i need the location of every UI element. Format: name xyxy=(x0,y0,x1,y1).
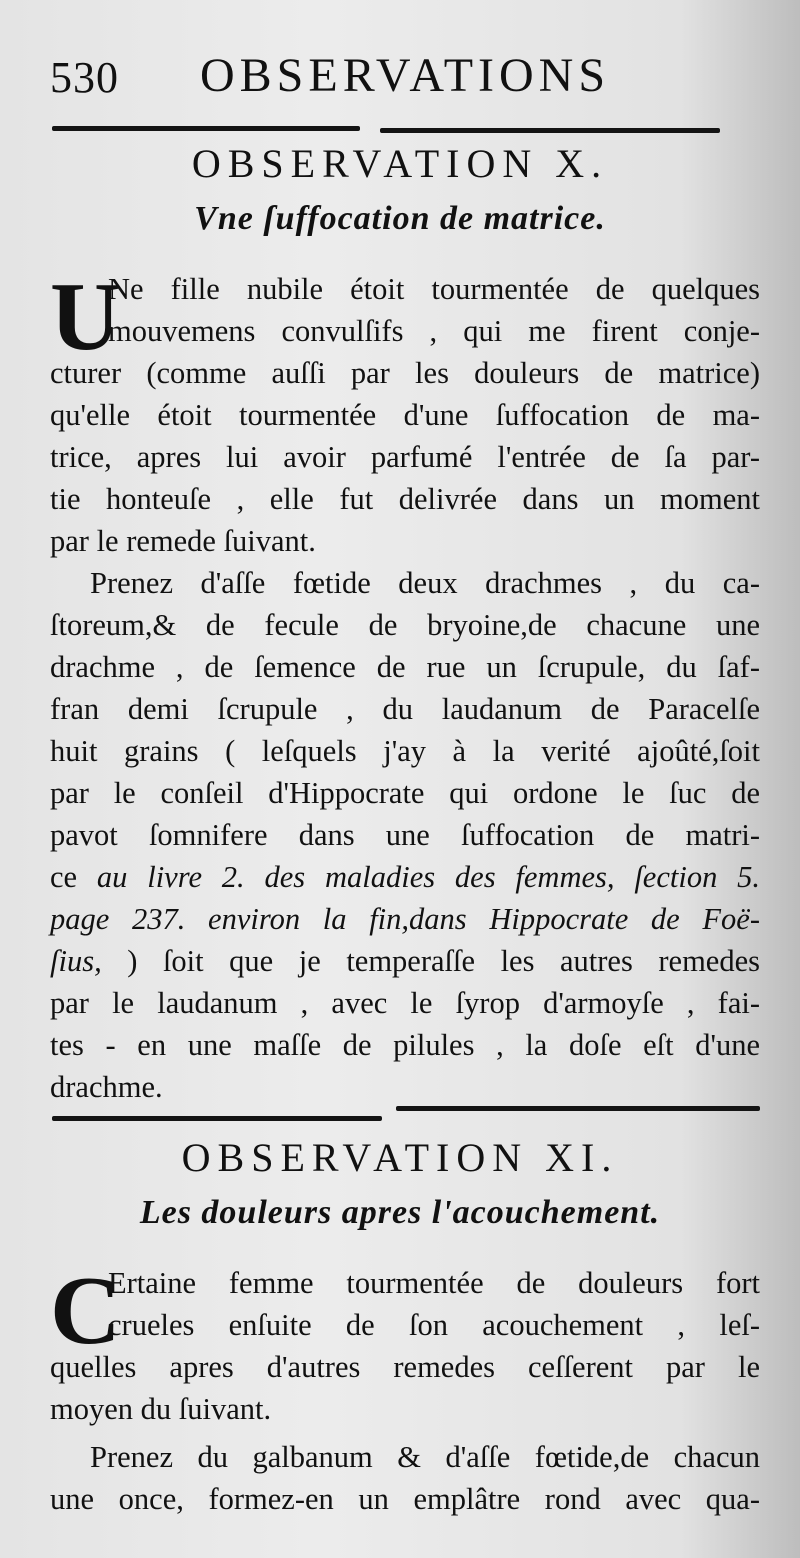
text-line: trice, apres lui avoir parfumé l'entrée de ſa par- xyxy=(50,440,760,474)
text-line: ſtoreum,& de fecule de bryoine,de chacune une xyxy=(50,608,760,642)
text-line: Prenez d'aſſe fœtide deux drachmes , du ca- xyxy=(90,566,760,600)
observation-xi-subtitle: Les douleurs apres l'acouchement. xyxy=(139,1194,661,1231)
observation-x-subtitle: Vne ſuffocation de matrice. xyxy=(194,200,606,237)
text-line: mouvemens convulſifs , qui me firent conje- xyxy=(108,314,760,348)
header-rule-right xyxy=(380,128,720,133)
text-line: fran demi ſcrupule , du laudanum de Paracelſe xyxy=(50,692,760,726)
text-line: une once, formez-en un emplâtre rond avec qua- xyxy=(50,1482,760,1516)
text-line xyxy=(50,856,760,898)
text-fragment: ) ſoit que je temperaſſe les autres remedes xyxy=(101,944,760,978)
text-line: quelles apres d'autres remedes ceſſerent par le xyxy=(50,1350,760,1384)
dropcap-u: U xyxy=(50,263,121,371)
citation-fragment: ſius, xyxy=(50,944,102,978)
text-line: par le laudanum , avec le ſyrop d'armoyſe , fai- xyxy=(50,986,760,1020)
text-line: huit grains ( leſquels j'ay à la verité ajoûté,ſoit xyxy=(50,734,760,768)
text-line: drachme. xyxy=(50,1070,163,1104)
section-rule-left xyxy=(52,1116,382,1121)
text-line: qu'elle étoit tourmentée d'une ſuffocation de ma- xyxy=(50,398,760,432)
text-line: Ertaine femme tourmentée de douleurs fort xyxy=(108,1266,760,1300)
observation-xi-title: OBSERVATION XI. xyxy=(181,1135,619,1180)
text-line: tie honteuſe , elle fut delivrée dans un moment xyxy=(50,482,760,516)
text-fragment: ce xyxy=(50,860,97,894)
section-rule-right xyxy=(396,1106,760,1111)
dropcap-c: C xyxy=(50,1257,121,1365)
text-line: tes - en une maſſe de pilules , la doſe eſt d'une xyxy=(50,1028,760,1062)
page-header xyxy=(50,46,750,106)
page-number: 530 xyxy=(50,53,119,102)
text-line: cturer (comme auſſi par les douleurs de matrice) xyxy=(50,356,760,390)
text-line: Prenez du galbanum & d'aſſe fœtide,de chacun xyxy=(90,1440,760,1474)
text-line: moyen du ſuivant. xyxy=(50,1392,272,1426)
citation-line: page 237. environ la fin,dans Hippocrate de Foë- xyxy=(50,902,760,936)
text-line xyxy=(50,940,760,982)
text-line: par le remede ſuivant. xyxy=(50,524,316,558)
running-title: OBSERVATIONS xyxy=(200,49,611,102)
citation-fragment: au livre 2. des maladies des femmes, ſection 5. xyxy=(96,860,761,894)
text-line: Ne fille nubile étoit tourmentée de quelques xyxy=(108,272,760,306)
text-line: drachme , de ſemence de rue un ſcrupule, du ſaf- xyxy=(50,650,760,684)
header-rule-left xyxy=(52,126,360,131)
observation-x-title: OBSERVATION X. xyxy=(191,141,609,186)
text-line: par le conſeil d'Hippocrate qui ordone le ſuc de xyxy=(50,776,760,810)
text-line: crueles enſuite de ſon acouchement , leſ- xyxy=(108,1308,760,1342)
observation-xi-body xyxy=(50,1257,760,1520)
text-line: pavot ſomnifere dans une ſuffocation de matri- xyxy=(50,818,760,852)
observation-x-body xyxy=(50,263,761,1108)
